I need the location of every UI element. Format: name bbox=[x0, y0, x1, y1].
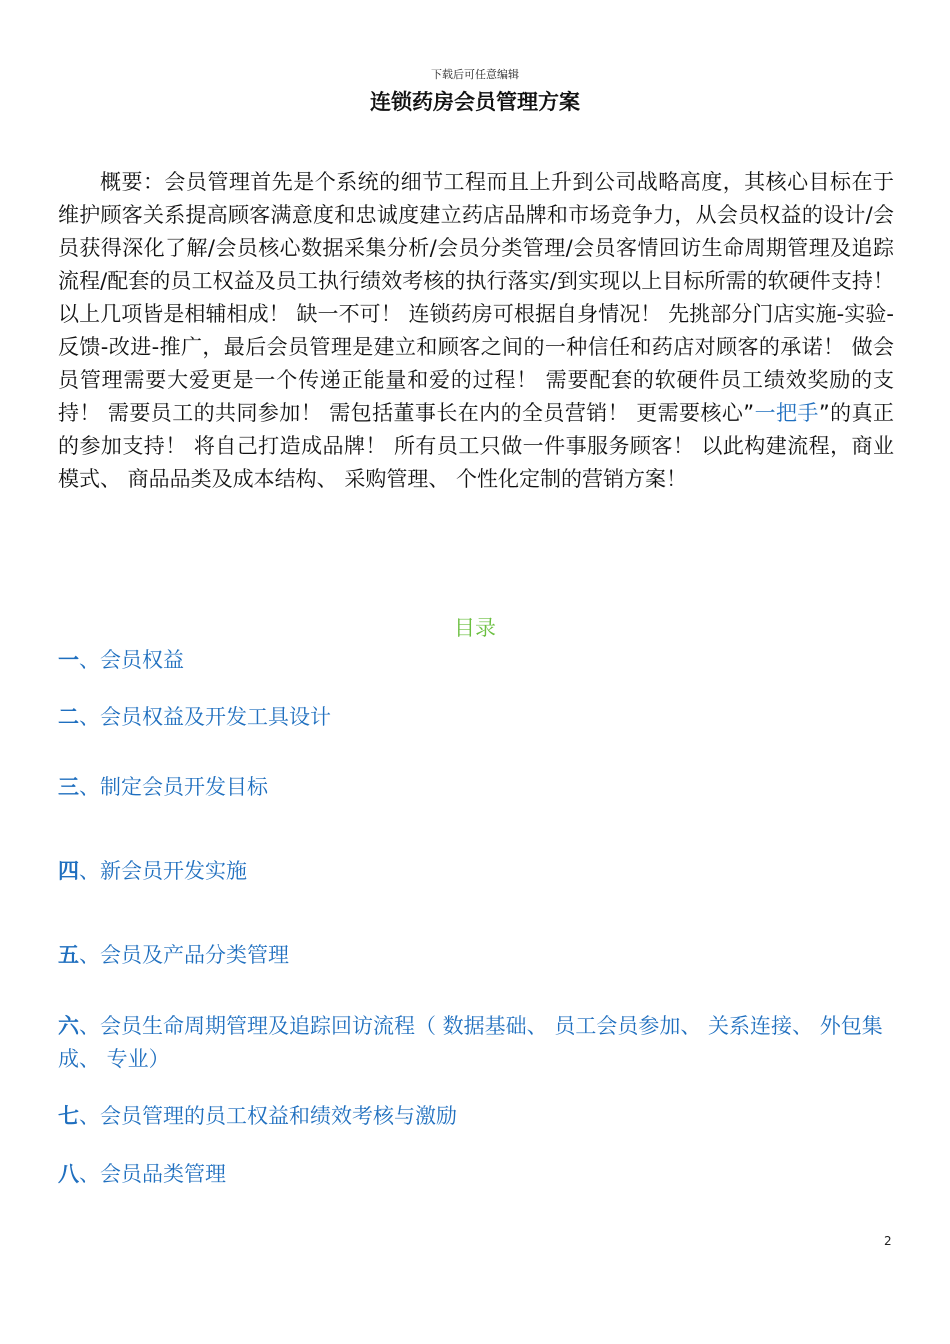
toc-item-text: 、会员管理的员工权益和绩效考核与激励 bbox=[79, 1104, 457, 1128]
toc-item-text: 、新会员开发实施 bbox=[79, 859, 247, 883]
toc-item-number: 四 bbox=[58, 858, 79, 883]
summary-text-part1: 概要：会员管理首先是个系统的细节工程而且上升到公司战略高度，其核心目标在于维护顾客关系提高顾客满意度和忠诚度建立药店品牌和市场竞争力，从会员权益的设计/会员获得深化了解/会员核心数据采集分析/会员分类管理/会员客情回访生命周期管理及追踪流程/配套的员工权益及员工执行绩效考核的执行落实/到实现以上目标所需的软硬件支持！ 以上几项皆是相辅相成！ 缺一不可！ 连锁药房可根据自身情况！ 先挑部分门店实施-实验-反馈-改进-推广，最后会员管理是建立和顾客之间的一种信任和药店对顾客的承诺！ 做会员管理需要大爱更是一个传递正能量和爱的过程！ 需要配套的软硬件员工绩效奖励的支持！ 需要员工的共同参加！ 需包括董事长在内的全员营销！ 更需要核心” bbox=[58, 170, 894, 425]
toc-item-4[interactable] bbox=[58, 854, 898, 888]
toc-heading: 目录 bbox=[454, 616, 496, 640]
toc-item-6[interactable] bbox=[58, 1009, 898, 1076]
toc-item-2[interactable] bbox=[58, 700, 898, 734]
toc-item-number: 二 bbox=[58, 704, 79, 729]
toc-item-text: 、会员权益 bbox=[79, 648, 184, 672]
toc-item-text: 、会员生命周期管理及追踪回访流程（ 数据基础、 员工会员参加、 关系连接、 外包集成、 专业） bbox=[58, 1014, 883, 1071]
summary-paragraph bbox=[58, 166, 894, 496]
toc-item-number: 八 bbox=[58, 1161, 79, 1186]
toc-item-8[interactable] bbox=[58, 1157, 898, 1191]
summary-text-part2: ”的真正的参加支持！ 将自己打造成品牌！ 所有员工只做一件事服务顾客！ 以此构建流程，商业模式、 商品品类及成本结构、 采购管理、 个性化定制的营销方案！ bbox=[58, 401, 894, 491]
page-number: 2 bbox=[884, 1234, 892, 1248]
toc-item-text: 、会员品类管理 bbox=[79, 1162, 226, 1186]
document-title: 连锁药房会员管理方案 bbox=[370, 90, 580, 114]
toc-item-text: 、会员权益及开发工具设计 bbox=[79, 705, 331, 729]
header-note: 下载后可任意编辑 bbox=[431, 68, 519, 81]
toc-item-number: 五 bbox=[58, 942, 79, 967]
toc-item-text: 、制定会员开发目标 bbox=[79, 775, 268, 799]
toc-item-7[interactable] bbox=[58, 1099, 898, 1133]
toc-item-3[interactable] bbox=[58, 770, 898, 804]
toc-item-number: 六 bbox=[58, 1013, 79, 1038]
toc-item-5[interactable] bbox=[58, 938, 898, 972]
summary-highlight: 一把手 bbox=[754, 401, 819, 425]
toc-item-1[interactable] bbox=[58, 643, 898, 677]
toc-item-number: 三 bbox=[58, 774, 79, 799]
toc-item-number: 七 bbox=[58, 1103, 79, 1128]
toc-item-text: 、会员及产品分类管理 bbox=[79, 943, 289, 967]
toc-item-number: 一 bbox=[58, 647, 79, 672]
